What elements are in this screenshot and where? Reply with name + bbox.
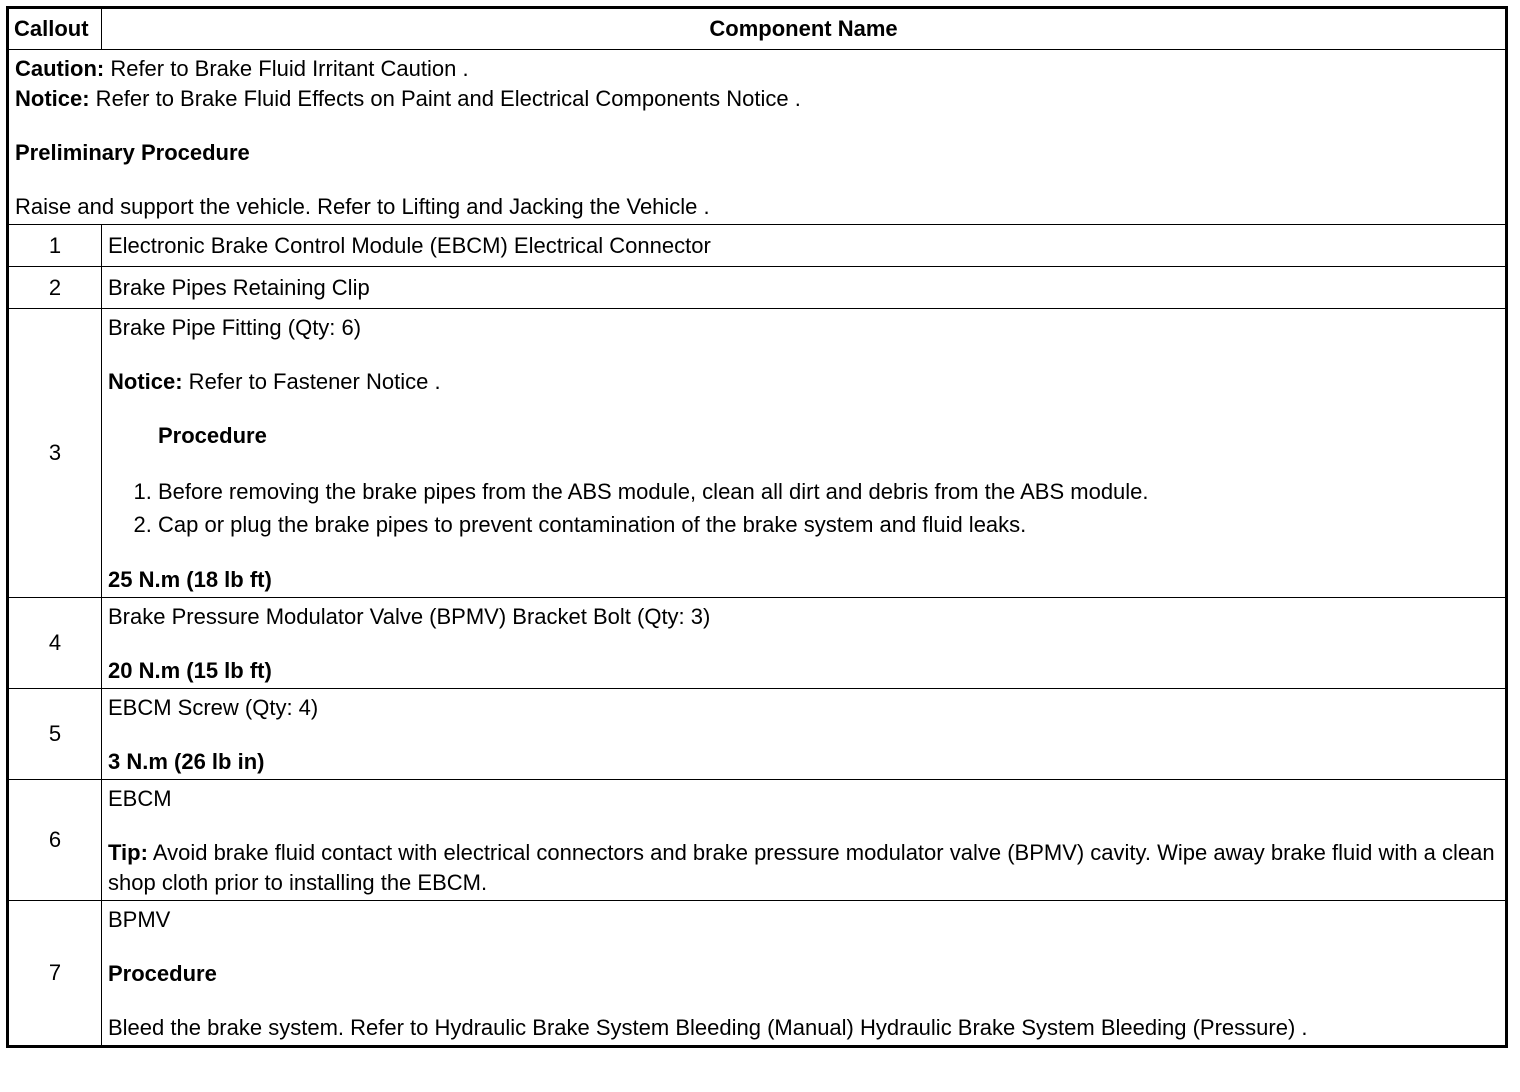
component-table <box>6 6 1508 1048</box>
intro-row <box>8 50 1507 225</box>
component-name: Brake Pipe Fitting (Qty: 6) <box>108 315 362 340</box>
caution-text: Refer to Brake Fluid Irritant Caution . <box>104 56 469 81</box>
table-row <box>8 901 1507 1047</box>
component-detail <box>102 689 1507 780</box>
callout-header: Callout <box>8 8 102 50</box>
callout-number: 6 <box>8 780 102 901</box>
component-name: BPMV <box>108 907 171 932</box>
notice-text: Refer to Brake Fluid Effects on Paint and Electrical Components Notice . <box>89 86 801 111</box>
header-row <box>8 8 1507 50</box>
component-name: Brake Pressure Modulator Valve (BPMV) Bracket Bolt (Qty: 3) <box>108 604 711 629</box>
caution-label: Caution: <box>15 56 105 81</box>
intro-cell <box>8 50 1507 225</box>
procedure-steps <box>108 475 1499 541</box>
callout-number: 3 <box>8 309 102 598</box>
torque-spec: 3 N.m (26 lb in) <box>108 749 265 774</box>
table-row <box>8 689 1507 780</box>
caution-line <box>15 54 1499 84</box>
component-detail <box>102 901 1507 1047</box>
component-name: Electronic Brake Control Module (EBCM) Electrical Connector <box>102 225 1507 267</box>
notice-line <box>108 367 1499 397</box>
table-row <box>8 225 1507 267</box>
procedure-text: Bleed the brake system. Refer to Hydraulic Brake System Bleeding (Manual) Hydraulic Brake System Bleeding (Pressure) . <box>108 1015 1308 1040</box>
callout-number: 5 <box>8 689 102 780</box>
component-name: EBCM Screw (Qty: 4) <box>108 695 319 720</box>
tip-text: Avoid brake fluid contact with electrical connectors and brake pressure modulator valve (BPMV) cavity. Wipe away brake fluid with a clean shop cloth prior to installing the EBCM. <box>108 840 1495 895</box>
component-name: Brake Pipes Retaining Clip <box>102 267 1507 309</box>
callout-number: 4 <box>8 598 102 689</box>
procedure-step: 2. Cap or plug the brake pipes to prevent contamination of the brake system and fluid leaks. <box>158 508 1499 541</box>
callout-number: 2 <box>8 267 102 309</box>
table-row <box>8 309 1507 598</box>
tip-line <box>108 838 1499 898</box>
callout-number: 1 <box>8 225 102 267</box>
table-row <box>8 267 1507 309</box>
callout-number: 7 <box>8 901 102 1047</box>
torque-spec: 25 N.m (18 lb ft) <box>108 567 272 592</box>
preliminary-text: Raise and support the vehicle. Refer to Lifting and Jacking the Vehicle . <box>15 194 710 219</box>
tip-label: Tip: <box>108 840 148 865</box>
torque-spec: 20 N.m (15 lb ft) <box>108 658 272 683</box>
component-detail <box>102 598 1507 689</box>
notice-label: Notice: <box>108 369 183 394</box>
notice-text: Refer to Fastener Notice . <box>182 369 441 394</box>
component-name-header: Component Name <box>102 8 1507 50</box>
component-detail <box>102 780 1507 901</box>
component-name: EBCM <box>108 786 172 811</box>
procedure-step: 1. Before removing the brake pipes from the ABS module, clean all dirt and debris from the ABS module. <box>158 475 1499 508</box>
preliminary-heading: Preliminary Procedure <box>15 140 250 165</box>
table-row <box>8 780 1507 901</box>
procedure-heading: Procedure <box>158 423 267 448</box>
procedure-heading: Procedure <box>108 961 217 986</box>
component-detail <box>102 309 1507 598</box>
notice-line <box>15 84 1499 114</box>
table-row <box>8 598 1507 689</box>
notice-label: Notice: <box>15 86 90 111</box>
